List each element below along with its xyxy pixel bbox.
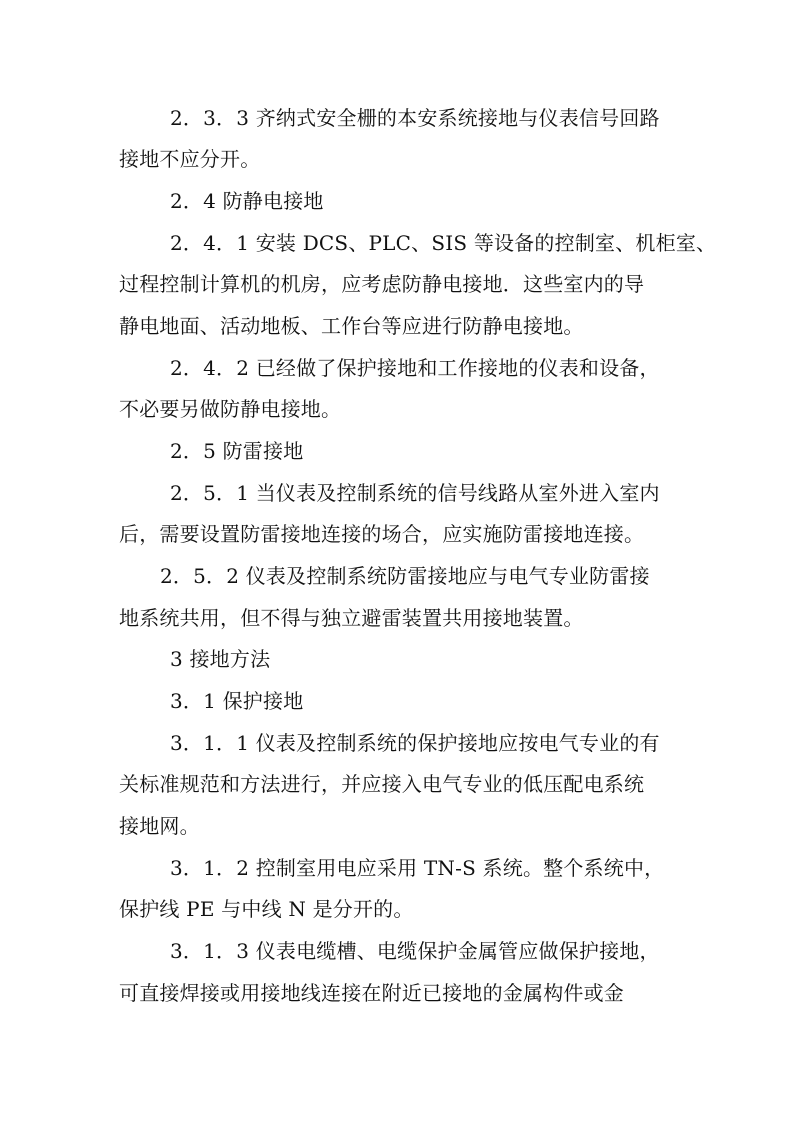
paragraph-3-1-1-cont-2: 接地网。	[119, 814, 200, 838]
paragraph-3-1-3: 3．1．3 仪表电缆槽、电缆保护金属管应做保护接地，	[170, 939, 660, 963]
paragraph-2-3-3: 2．3．3 齐纳式安全栅的本安系统接地与仪表信号回路	[170, 106, 660, 130]
paragraph-3-1-1-cont-1: 关标准规范和方法进行，并应接入电气专业的低压配电系统	[119, 772, 645, 796]
paragraph-3-1-2: 3．1．2 控制室用电应采用 TN-S 系统。整个系统中，	[170, 856, 665, 880]
paragraph-2-5-2: 2．5．2 仪表及控制系统防雷接地应与电气专业防雷接	[160, 564, 650, 588]
paragraph-2-4-1-cont-1: 过程控制计算机的机房，应考虑防静电接地．这些室内的导	[119, 272, 645, 296]
paragraph-3-1-1: 3．1．1 仪表及控制系统的保护接地应按电气专业的有	[170, 731, 660, 755]
paragraph-2-5-1-cont: 后，需要设置防雷接地连接的场合，应实施防雷接地连接。	[119, 522, 645, 546]
paragraph-2-5-1: 2．5．1 当仪表及控制系统的信号线路从室外进入室内	[170, 481, 660, 505]
heading-2-5: 2．5 防雷接地	[170, 439, 304, 463]
paragraph-2-4-1: 2．4．1 安装 DCS、PLC、SIS 等设备的控制室、机柜室、	[170, 231, 717, 255]
paragraph-2-4-2: 2．4．2 已经做了保护接地和工作接地的仪表和设备，	[170, 356, 660, 380]
paragraph-2-5-2-cont: 地系统共用，但不得与独立避雷装置共用接地装置。	[119, 606, 584, 630]
heading-3-1: 3．1 保护接地	[170, 689, 304, 713]
paragraph-3-1-3-cont: 可直接焊接或用接地线连接在附近已接地的金属构件或金	[119, 981, 624, 1005]
paragraph-2-3-3-cont: 接地不应分开。	[119, 147, 261, 171]
paragraph-2-4-2-cont: 不必要另做防静电接地。	[119, 397, 342, 421]
heading-2-4: 2．4 防静电接地	[170, 189, 324, 213]
paragraph-2-4-1-cont-2: 静电地面、活动地板、工作台等应进行防静电接地。	[119, 314, 584, 338]
heading-3: 3 接地方法	[170, 647, 271, 671]
paragraph-3-1-2-cont: 保护线 PE 与中线 N 是分开的。	[119, 897, 414, 921]
